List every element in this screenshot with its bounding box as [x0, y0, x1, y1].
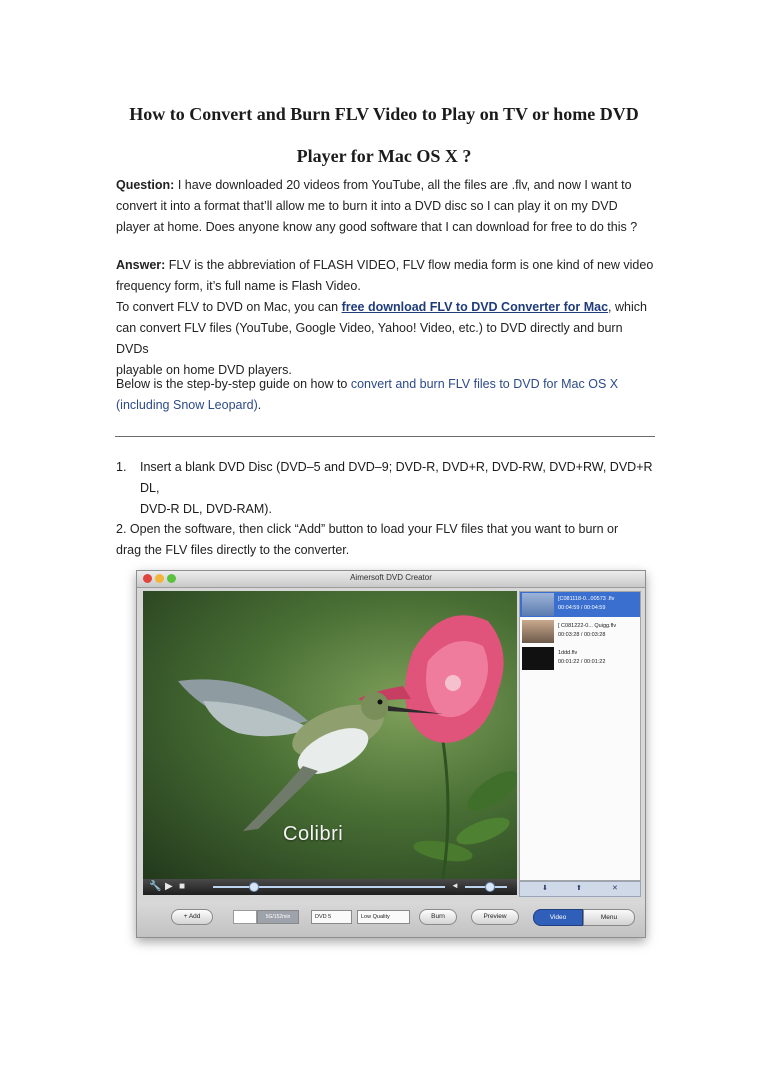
bottom-toolbar [137, 901, 645, 937]
question-label: Question: [116, 178, 175, 192]
flv-to-dvd-converter-link[interactable]: free download FLV to DVD Converter for Mac [341, 300, 609, 314]
step-1-number: 1. [116, 460, 127, 474]
question-paragraph [116, 175, 656, 238]
doc-title-line2: Player for Mac OS X ? [296, 146, 472, 166]
tab-menu[interactable]: Menu [583, 909, 635, 926]
convert-burn-guide-link-2[interactable]: (including Snow Leopard) [116, 398, 258, 412]
video-thumbnail [522, 620, 554, 643]
playlist-item[interactable] [520, 646, 640, 671]
question-text-3: player at home. Does anyone know any good software that I can download for free to do this ? [116, 220, 638, 234]
step-2 [116, 519, 656, 561]
add-button[interactable]: + Add [171, 909, 213, 925]
answer-text-5: playable on home DVD players. [116, 363, 292, 377]
playlist-item-time: 00:03:28 / 00:03:28 [558, 632, 606, 638]
stop-icon[interactable]: ■ [179, 881, 186, 892]
question-text-1: I have downloaded 20 videos from YouTube, all the files are .flv, and now I want to [174, 178, 632, 192]
answer-text-3-post: , which [608, 300, 647, 314]
video-preview [143, 591, 517, 879]
window-title: Aimersoft DVD Creator [350, 573, 432, 582]
remove-icon[interactable]: ✕ [612, 885, 618, 892]
app-screenshot [136, 570, 646, 938]
video-thumbnail [522, 593, 554, 616]
doc-title-line1: How to Convert and Burn FLV Video to Play on TV or home DVD [129, 104, 639, 124]
disc-label-input[interactable] [233, 910, 257, 924]
playlist-item-time: 00:04:59 / 00:04:59 [558, 605, 606, 611]
step-1 [116, 457, 656, 520]
step-2-text-1: 2. Open the software, then click “Add” button to load your FLV files that you want to burn or [116, 522, 619, 536]
file-playlist [519, 591, 641, 881]
step-1-text-1: Insert a blank DVD Disc (DVD–5 and DVD–9; DVD-R, DVD+R, DVD-RW, DVD+RW, DVD+R DL, [140, 460, 653, 495]
step-2-text-2: drag the FLV files directly to the converter. [116, 543, 350, 557]
answer-text-4: can convert FLV files (YouTube, Google Video, Yahoo! Video, etc.) to DVD directly and burn DVDs [116, 321, 623, 356]
video-caption: Colibri [283, 823, 344, 845]
volume-icon: ◄ [451, 881, 459, 890]
seek-bar[interactable] [213, 886, 445, 888]
disc-type-select[interactable]: DVD 5 [311, 910, 352, 924]
section-divider [115, 436, 655, 437]
question-text-2: convert it into a format that’ll allow me to burn it into a DVD disc so I can play it on my DVD [116, 199, 618, 213]
move-up-icon[interactable]: ⬆ [576, 885, 582, 892]
playback-controls [143, 879, 517, 895]
playlist-item[interactable] [520, 619, 640, 644]
settings-wrench-icon[interactable]: 🔧 [149, 881, 162, 892]
answer-text-3-pre: To convert FLV to DVD on Mac, you can [116, 300, 342, 314]
playlist-footer [519, 881, 641, 897]
answer-paragraph [116, 255, 656, 381]
burn-button[interactable]: Burn [419, 909, 457, 925]
guide-text-post: . [257, 398, 262, 412]
window-titlebar [137, 571, 645, 588]
preview-button[interactable]: Preview [471, 909, 519, 925]
playlist-item[interactable] [520, 592, 640, 617]
step-1-text-2: DVD-R DL, DVD-RAM). [140, 502, 272, 516]
playlist-item-name: [ C081222-0... Quigg.flv [558, 623, 617, 629]
convert-burn-guide-link-1[interactable]: convert and burn FLV files to DVD for Mac OS X [350, 377, 619, 391]
quality-select[interactable]: Low Quality [357, 910, 410, 924]
playlist-item-time: 00:01:22 / 00:01:22 [558, 659, 606, 665]
seek-knob[interactable] [249, 882, 259, 892]
answer-text-1: FLV is the abbreviation of FLASH VIDEO, FLV flow media form is one kind of new video [165, 258, 654, 272]
tab-video[interactable]: Video [533, 909, 583, 926]
volume-knob[interactable] [485, 882, 495, 892]
video-thumbnail [522, 647, 554, 670]
guide-paragraph [116, 374, 656, 416]
playlist-item-name: [C081118-0...00573 .flv [558, 596, 615, 602]
play-icon[interactable]: ▶ [165, 881, 173, 892]
answer-text-2: frequency form, it’s full name is Flash Video. [116, 279, 361, 293]
guide-text-pre: Below is the step-by-step guide on how to [116, 377, 351, 391]
answer-label: Answer: [116, 258, 166, 272]
playlist-item-name: 1ddd.flv [558, 650, 578, 656]
move-down-icon[interactable]: ⬇ [542, 885, 548, 892]
disc-size-indicator: 5G/152min [257, 910, 299, 924]
